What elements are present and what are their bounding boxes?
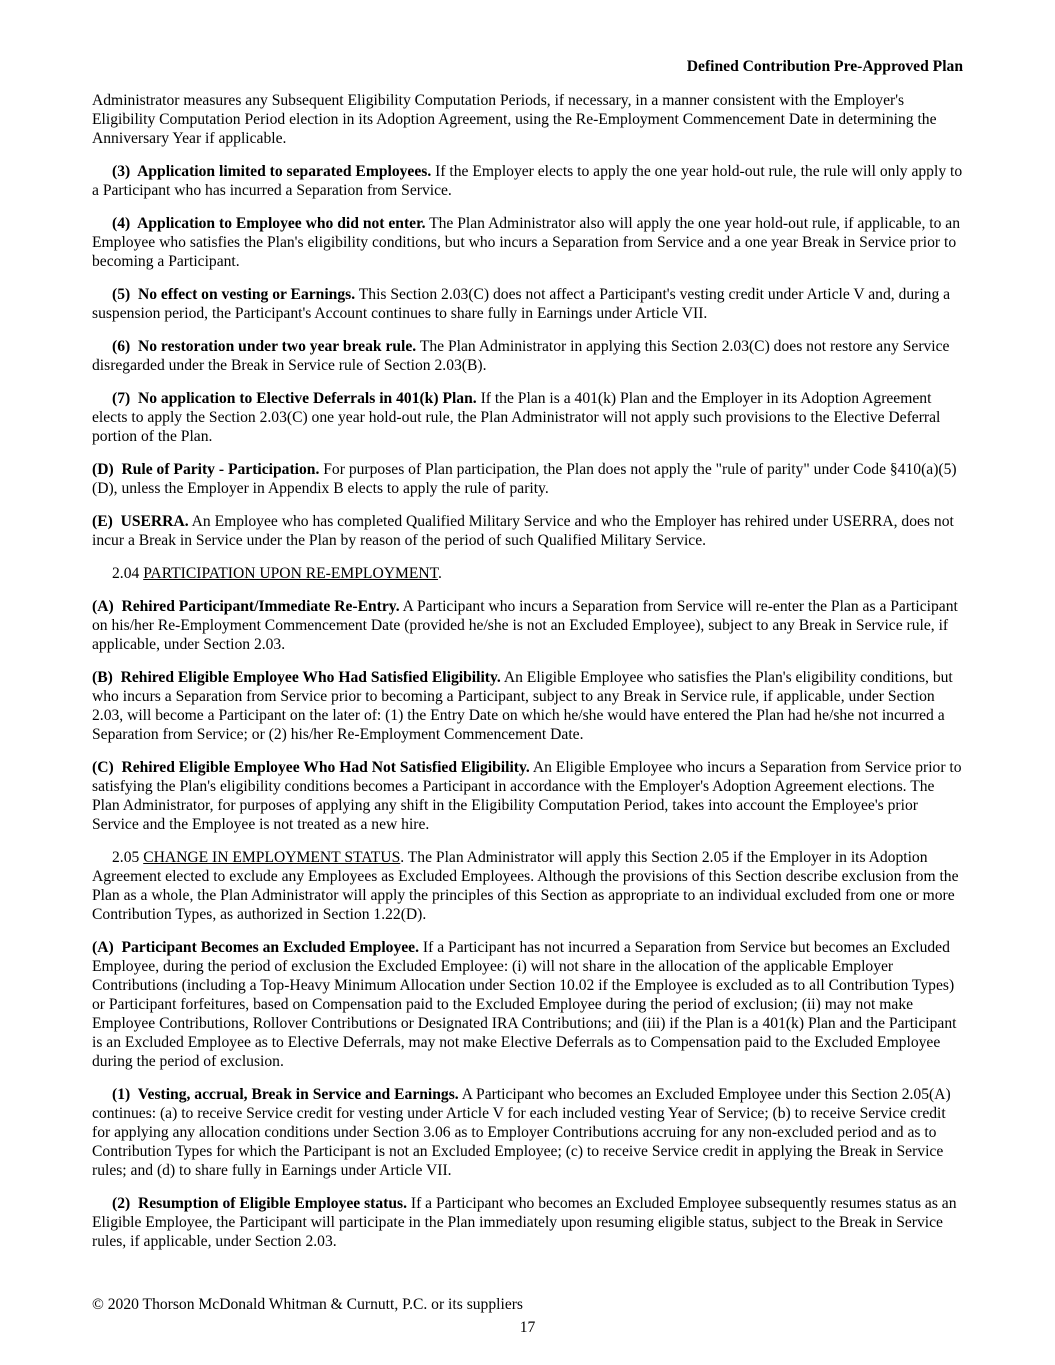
run-underline: PARTICIPATION UPON RE-EMPLOYMENT: [143, 565, 438, 582]
run-text: . The Plan Administrator will apply this Section 2.05 if the Employer in its Adoption Agreement elected to exclude any Employees as Excluded Employees. Although the provisions of this Section describe exclusion from the Plan as a whole, the Plan Administrator will apply the principles of this Section as appropriate to an individual excluded from one or more Contribution Types, as authorized in Section 1.22(D).: [92, 849, 963, 923]
run-bold: (C) Rehired Eligible Employee Who Had Not Satisfied Eligibility.: [92, 759, 530, 776]
document-body: [92, 91, 967, 1251]
run-bold: (4) Application to Employee who did not enter.: [112, 215, 426, 232]
run-text: If the Plan is a 401(k) Plan and the Employer in its Adoption Agreement elects to apply the Section 2.03(C) one year hold-out rule, the Plan Administrator will not apply such provisions to the Elective Deferral portion of the Plan.: [92, 390, 945, 445]
run-text: If the Employer elects to apply the one year hold-out rule, the rule will only apply to a Participant who has incurred a Separation from Service.: [92, 163, 967, 199]
paragraph-section-D: [92, 460, 963, 498]
run-bold: (3) Application limited to separated Employees.: [112, 163, 432, 180]
run-text: Administrator measures any Subsequent Eligibility Computation Periods, if necessary, in a manner consistent with the Employer's Eligibility Computation Period election in its Adoption Agreement, using the Re-Employment Commencement Date in determining the Anniversary Year if applicable.: [92, 92, 940, 147]
run-bold: (5) No effect on vesting or Earnings.: [112, 286, 356, 303]
paragraph-section-2-04-C: [92, 758, 966, 834]
page-number: 17: [519, 1319, 536, 1336]
paragraph-heading-2-05: [92, 848, 963, 924]
paragraph-section-E: [92, 512, 963, 550]
run-text: 2.04: [112, 565, 144, 582]
run-bold: (1) Vesting, accrual, Break in Service and Earnings.: [112, 1086, 459, 1103]
run-text: If a Participant has not incurred a Separation from Service but becomes an Excluded Employee, during the period of exclusion the Excluded Employee: (i) will not share in the allocation of the applicable Employer Contributions (including a Top-Heavy Minimum Allocation under Section 10.02 if the Employee is excluded as to all Contribution Types) or Participant forfeitures, based on Compensation paid to the Excluded Employee during the period of exclusion; (ii) may not make Employee Contributions, Rollover Contributions or Designated IRA Contributions; and (iii) if the Plan is a 401(k) Plan and the Participant is an Excluded Employee as to Elective Deferrals, may not make Elective Deferrals as to Compensation paid to the Excluded Employee during the period of exclusion.: [92, 939, 961, 1070]
paragraph-clause-4: [92, 214, 963, 271]
paragraph-clause-2-05-1: [92, 1085, 963, 1180]
run-text: The Plan Administrator also will apply the one year hold-out rule, if applicable, to an Employee who satisfies the Plan's eligibility conditions, but who incurs a Separation from Service and a one year Break in Service prior to becoming a Participant.: [92, 215, 964, 270]
run-text: An Employee who has completed Qualified Military Service and who the Employer has rehired under USERRA, does not incur a Break in Service under the Plan by reason of the period of such Qualified Military Service.: [92, 513, 958, 549]
run-text: A Participant who becomes an Excluded Employee under this Section 2.05(A) continues: (a) to receive Service credit for vesting under Article V for each included vesting Year of Service; (b) to receive Service credit for applying any allocation conditions under Section 3.06 as to Employer Contributions accruing for any non-excluded period and as to Contribution Types for which the Participant is not an Excluded Employee; (c) to receive Service credit in applying the Break in Service rules; and (d) to share fully in Earnings under Article VII.: [92, 1086, 955, 1179]
paragraph-clause-7: [92, 389, 963, 446]
run-bold: (B) Rehired Eligible Employee Who Had Satisfied Eligibility.: [92, 669, 501, 686]
run-text: An Eligible Employee who satisfies the Plan's eligibility conditions, but who incurs a Separation from Service prior to becoming a Participant, subject to any Break in Service rule, if applicable, under Section 2.03, will become a Participant on the later of: (1) the Entry Date on which he/she would have entered the Plan had he/she not incurred a Separation from Service; or (2) his/her Re-Employment Commencement Date.: [92, 669, 957, 743]
run-text: An Eligible Employee who incurs a Separation from Service prior to satisfying the Plan's eligibility conditions becomes a Participant in accordance with the Employer's Adoption Agreement elections. The Plan Administrator, for purposes of applying any shift in the Eligibility Computation Period, takes into account the Employee's prior Service and the Employee is not treated as a new hire.: [92, 759, 966, 833]
run-bold: (D) Rule of Parity - Participation.: [92, 461, 320, 478]
paragraph-section-2-04-A: [92, 597, 963, 654]
run-text: This Section 2.03(C) does not affect a Participant's vesting credit under Article V and, during a suspension period, the Participant's Account continues to share fully in Earnings under Article VII.: [92, 286, 954, 322]
paragraph-section-2-05-A: [92, 938, 963, 1071]
paragraph-clause-5: [92, 285, 963, 323]
run-text: A Participant who incurs a Separation from Service will re-enter the Plan as a Participant on his/her Re-Employment Commencement Date (provided he/she is not an Excluded Employee), subject to any Break in Service rule, if applicable, under Section 2.03.: [92, 598, 962, 653]
run-text: .: [437, 565, 442, 582]
paragraph-clause-3: [92, 162, 967, 200]
run-text: The Plan Administrator in applying this Section 2.03(C) does not restore any Service disregarded under the Break in Service rule of Section 2.03(B).: [92, 338, 954, 374]
run-bold: (2) Resumption of Eligible Employee status.: [112, 1195, 407, 1212]
paragraph-clause-6: [92, 337, 963, 375]
page-footer: [0, 1295, 1055, 1337]
run-underline: CHANGE IN EMPLOYMENT STATUS: [143, 849, 401, 866]
run-bold: (6) No restoration under two year break rule.: [112, 338, 417, 355]
copyright-line: © 2020 Thorson McDonald Whitman & Curnutt, P.C. or its suppliers: [92, 1296, 523, 1313]
paragraph-intro-continuation: [92, 91, 963, 148]
paragraph-section-2-04-B: [92, 668, 963, 744]
paragraph-clause-2-05-2: [92, 1194, 963, 1251]
paragraph-heading-2-04: [92, 564, 963, 583]
run-text: If a Participant who becomes an Excluded Employee subsequently resumes status as an Eligible Employee, the Participant will participate in the Plan immediately upon resuming eligible status, subject to the Break in Service rules, if applicable, under Section 2.03.: [92, 1195, 961, 1250]
run-text: For purposes of Plan participation, the Plan does not apply the "rule of parity" under Code §410(a)(5)(D), unless the Employer in Appendix B elects to apply the rule of parity.: [92, 461, 957, 497]
run-bold: (A) Rehired Participant/Immediate Re-Entry.: [92, 598, 400, 615]
running-header-title: Defined Contribution Pre-Approved Plan: [686, 58, 963, 75]
run-text: 2.05: [112, 849, 144, 866]
run-bold: (7) No application to Elective Deferrals in 401(k) Plan.: [112, 390, 477, 407]
run-bold: (E) USERRA.: [92, 513, 189, 530]
run-bold: (A) Participant Becomes an Excluded Employee.: [92, 939, 420, 956]
